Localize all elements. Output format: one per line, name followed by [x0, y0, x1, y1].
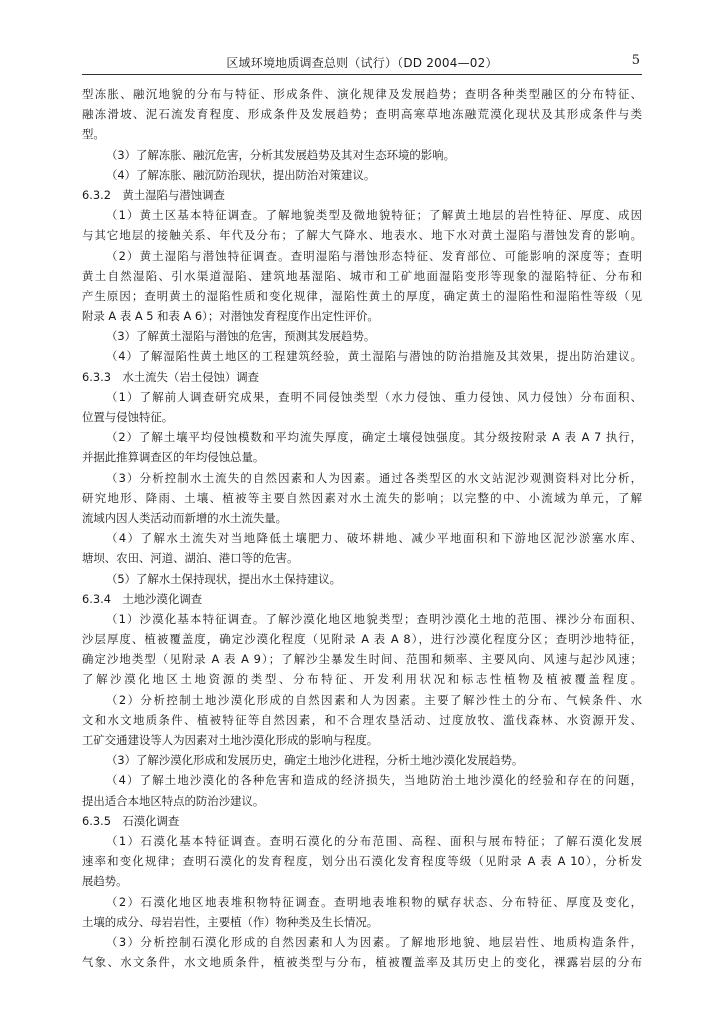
text-line: （2）分析控制土地沙漠化形成的自然因素和人为因素。主要了解沙性土的分布、气候条件、水 — [106, 692, 642, 707]
text-line: （4）了解土地沙漠化的各种危害和造成的经济损失，当地防治土地沙漠化的经验和存在的问题， — [106, 773, 642, 788]
text-line: 产生原因；查明黄土的湿陷性质和变化规律，湿陷性黄土的厚度，确定黄土的湿陷性和湿陷性等级（见 — [82, 288, 642, 303]
header-title: 区域环境地质调查总则（试行）（DD 2004—02） — [226, 56, 498, 70]
text-line: （5）了解水土保持现状，提出水土保持建议。 — [106, 571, 342, 586]
running-header — [82, 52, 642, 75]
text-line: 6.3.5 石漠化调查 — [82, 813, 180, 828]
text-line: 6.3.4 土地沙漠化调查 — [82, 591, 203, 606]
text-line: （1）石漠化基本特征调查。查明石漠化的分布范围、高程、面积与展布特征；了解石漠化发展 — [106, 833, 642, 848]
text-line: 土壤的成分、母岩岩性，主要植（作）物种类及生长情况。 — [82, 914, 379, 929]
text-line: 黄土自然湿陷、引水渠道湿陷、建筑地基湿陷、城市和工矿地面湿陷变形等现象的湿陷特征、分布和 — [82, 268, 642, 283]
text-line: （2）石漠化地区地表堆积物特征调查。查明地表堆积物的赋存状态、分布特征、厚度及变化， — [106, 894, 642, 909]
text-line: 型。 — [82, 127, 105, 142]
text-line: （3）了解黄土湿陷与潜蚀的危害，预测其发展趋势。 — [106, 329, 376, 344]
text-line: 文和水文地质条件、植被特征等自然因素，和不合理农垦活动、过度放牧、滥伐森林、水资源开发、 — [82, 712, 642, 727]
text-line: 型冻胀、融沉地貌的分布与特征、形成条件、演化规律及发展趋势；查明各种类型融区的分布特征、 — [82, 87, 642, 101]
text-line: 提出适合本地区特点的防治沙建议。 — [82, 793, 265, 808]
text-line: （3）分析控制水土流失的自然因素和人为因素。通过各类型区的水文站泥沙观测资料对比分析， — [106, 470, 642, 485]
text-line: （3）了解冻胀、融沉危害，分析其发展趋势及其对生态环境的影响。 — [106, 147, 455, 162]
page-number: 5 — [631, 53, 640, 68]
text-line: （4）了解湿陷性黄土地区的工程建筑经验，黄土湿陷与潜蚀的防治措施及其效果，提出防治建议。 — [106, 349, 642, 364]
text-line: 塘坝、农田、河道、湖泊、港口等的危害。 — [82, 551, 299, 566]
text-line: （1）了解前人调查研究成果，查明不同侵蚀类型（水力侵蚀、重力侵蚀、风力侵蚀）分布面积、 — [106, 389, 642, 404]
text-line: 6.3.3 水土流失（岩土侵蚀）调查 — [82, 369, 260, 384]
text-line: 与其它地层的接触关系、年代及分布；了解大气降水、地表水、地下水对黄土湿陷与潜蚀发育的影响。 — [82, 228, 642, 243]
text-line: 位置与侵蚀特征。 — [82, 410, 174, 424]
text-line: 速率和变化规律；查明石漠化的发育程度，划分出石漠化发育程度等级（见附录 A 表 A 10），分析发 — [82, 854, 642, 869]
text-line: （2）黄土湿陷与潜蚀特征调查。查明湿陷与潜蚀形态特征、发育部位、可能影响的深度等；查明 — [106, 248, 642, 263]
text-line: 附录 A 表 A 5 和表 A 6）；对潜蚀发育程度作出定性评价。 — [82, 309, 379, 324]
text-line: （3）了解沙漠化形成和发展历史，确定土地沙化进程，分析土地沙漠化发展趋势。 — [106, 753, 524, 768]
text-line: 研究地形、降雨、土壤、植被等主要自然因素对水土流失的影响；以完整的中、小流域为单元，了解 — [82, 490, 642, 505]
text-line: （4）了解水土流失对当地降低土壤肥力、破坏耕地、减少平地面积和下游地区泥沙淤塞水库、 — [106, 531, 642, 546]
text-line: 6.3.2 黄土湿陷与潜蚀调查 — [82, 187, 225, 202]
text-line: （3）分析控制石漠化形成的自然因素和人为因素。了解地形地貌、地层岩性、地质构造条件， — [106, 934, 642, 949]
text-line: （1）沙漠化基本特征调查。了解沙漠化地区地貌类型；查明沙漠化土地的范围、裸沙分布面积、 — [106, 611, 642, 626]
text-line: 沙层厚度、植被覆盖度，确定沙漠化程度（见附录 A 表 A 8），进行沙漠化程度分区；查明沙地特征， — [82, 632, 642, 647]
text-line: 气象、水文条件，水文地质条件，植被类型与分布，植被覆盖率及其历史上的变化，裸露岩层的分布 — [82, 955, 642, 970]
text-line: 融冻滑坡、泥石流发育程度、形成条件及发展趋势；查明高寒草地冻融荒漠化现状及其形成条件与类 — [82, 107, 642, 122]
text-line: 流域内因人类活动而新增的水土流失量。 — [82, 510, 288, 525]
text-line: 了解沙漠化地区土地资源的类型、分布特征、开发利用状况和标志性植物及植被覆盖程度。 — [82, 672, 642, 687]
text-line: 工矿交通建设等人为因素对土地沙漠化形成的影响与程度。 — [82, 733, 379, 747]
text-line: 确定沙地类型（见附录 A 表 A 9）；了解沙尘暴发生时间、范围和频率、主要风向、风速与起沙风速； — [82, 652, 642, 667]
text-line: 展趋势。 — [82, 874, 128, 889]
text-line: （1）黄土区基本特征调查。了解地貌类型及微地貌特征；了解黄土地层的岩性特征、厚度、成因 — [106, 208, 642, 223]
text-line: （4）了解冻胀、融沉防治现状，提出防治对策建议。 — [106, 167, 376, 182]
document-body — [82, 84, 642, 972]
text-line: 并据此推算调查区的年均侵蚀总量。 — [82, 450, 265, 465]
text-line: （2）了解土壤平均侵蚀模数和平均流失厚度，确定土壤侵蚀强度。其分级按附录 A 表 A 7 执行， — [106, 430, 642, 445]
